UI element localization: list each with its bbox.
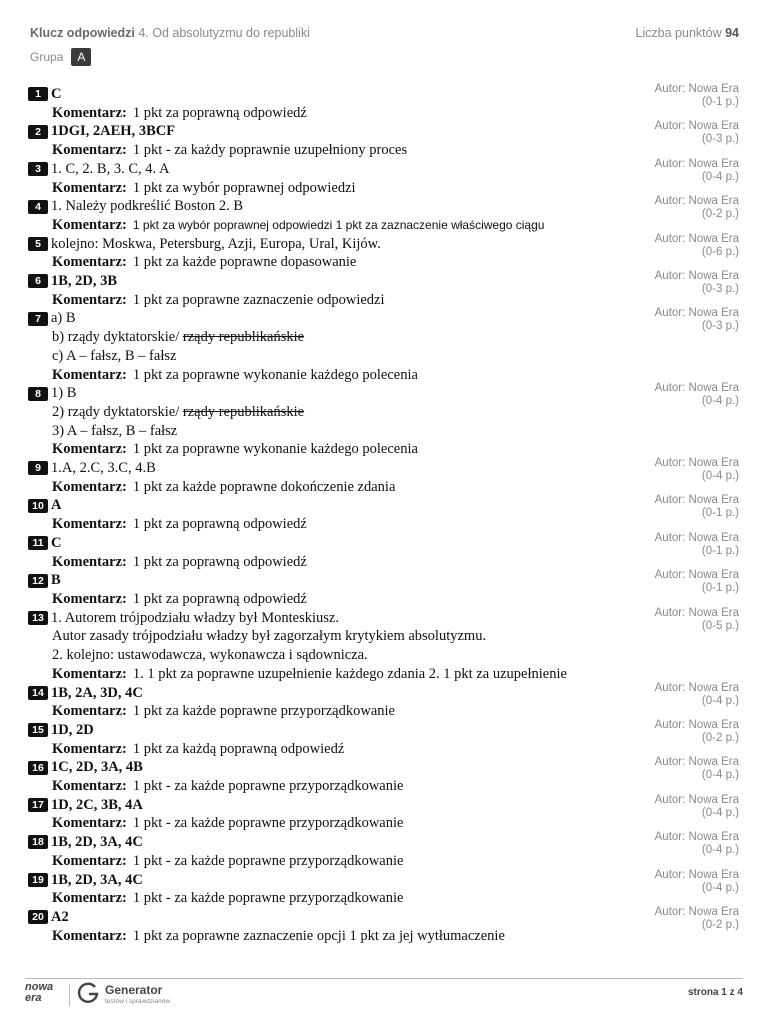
title-rest: 4. Od absolutyzmu do republiki [138,26,310,40]
question-number: 4 [28,200,48,214]
author-name: Autor: Nowa Era [654,606,739,619]
answer-text: 1. Autorem trójpodziału władzy był Monteskiusz. [51,609,339,626]
answer-line: Autor zasady trójpodziału władzy był zagorzałym krytykiem absolutyzmu. [52,628,487,645]
points-value: 94 [725,26,739,40]
comment-label: Komentarz: [52,516,127,533]
answer-item [28,833,740,870]
answer-text: B [51,572,61,589]
author-name: Autor: Nowa Era [654,756,739,769]
answer-text: 1C, 2D, 3A, 4B [51,759,143,776]
author-name: Autor: Nowa Era [654,905,739,918]
comment-label: Komentarz: [52,366,127,383]
question-number: 9 [28,461,48,475]
comment-text: 1 pkt za wybór poprawnej odpowiedzi 1 pkt za zaznaczenie właściwego ciągu [132,217,545,232]
footer-divider [25,978,743,979]
comment-label: Komentarz: [52,104,127,121]
comment-label: Komentarz: [52,852,127,869]
points-range: (0-2 p.) [701,731,739,744]
comment-text: 1 pkt - za każdy poprawnie uzupełniony proces [132,142,408,159]
comment-text: 1 pkt za poprawną odpowiedź [132,553,307,570]
answer-item [28,197,740,234]
answer-text: A2 [51,908,69,925]
comment-text: 1 pkt za poprawną odpowiedź [132,104,307,121]
points-range: (0-4 p.) [701,694,739,707]
answer-item [28,459,740,496]
comment-text: 1 pkt za poprawne zaznaczenie opcji 1 pkt za jej wytłumaczenie [132,927,505,944]
question-number: 7 [28,312,48,326]
struck-answer: rządy republikańskie [182,403,305,420]
logo-nowa: nowa [25,981,54,993]
author-name: Autor: Nowa Era [654,831,739,844]
comment-text: 1 pkt za każde poprawne dopasowanie [132,254,357,271]
question-number: 8 [28,387,48,401]
question-number: 6 [28,274,48,288]
author-info [655,756,739,782]
points-range: (0-4 p.) [701,806,739,819]
answer-item [28,232,740,272]
comment-text: 1 pkt za każde poprawne dokończenie zdania [132,478,396,495]
points-range: (0-1 p.) [701,544,739,557]
author-info [655,906,739,932]
author-info [655,195,739,221]
points-range: (0-6 p.) [701,245,739,258]
answer-item [28,758,740,795]
comment-label: Komentarz: [52,216,127,233]
answer-item [28,309,740,384]
question-number: 16 [28,761,48,775]
answer-text: A [51,497,62,514]
author-name: Autor: Nowa Era [654,157,739,170]
author-info [655,682,739,708]
answer-line: 2) rządy dyktatorskie/ [52,403,180,420]
question-number: 15 [28,723,48,737]
points-range: (0-2 p.) [701,918,739,931]
comment-label: Komentarz: [52,890,127,907]
answer-text: C [51,86,62,102]
comment-label: Komentarz: [52,703,127,720]
total-points [635,26,739,40]
comment-label: Komentarz: [52,179,127,196]
points-range: (0-4 p.) [701,881,739,894]
comment-text: 1 pkt - za każde poprawne przyporządkowanie [132,778,404,795]
author-info [655,719,739,745]
answer-item [28,606,740,684]
author-info [655,869,739,895]
comment-label: Komentarz: [52,291,127,308]
comment-text: 1 pkt za każde poprawne przyporządkowanie [132,703,395,720]
comment-text: 1 pkt - za każde poprawne przyporządkowanie [132,815,404,832]
points-range: (0-4 p.) [701,170,739,183]
author-name: Autor: Nowa Era [654,83,739,95]
answer-text: 1DGI, 2AEH, 3BCF [51,123,176,140]
points-range: (0-4 p.) [701,844,739,857]
comment-text: 1 pkt za poprawną odpowiedź [132,516,307,533]
answer-text: 1D, 2D [51,721,94,738]
answer-text: C [51,534,62,551]
points-range: (0-3 p.) [701,283,739,296]
answer-text: 1B, 2D, 3A, 4C [51,871,143,888]
logo-era: era [25,992,42,1004]
comment-text: 1 pkt za poprawne wykonanie każdego polecenia [132,366,418,383]
comment-label: Komentarz: [52,665,127,682]
comment-text: 1 pkt za poprawne wykonanie każdego polecenia [132,441,418,458]
comment-label: Komentarz: [52,441,127,458]
author-name: Autor: Nowa Era [654,457,739,470]
answer-text: 1B, 2A, 3D, 4C [51,684,143,701]
author-info [655,83,739,109]
author-name: Autor: Nowa Era [654,232,739,245]
author-name: Autor: Nowa Era [654,718,739,731]
footer [25,982,743,1014]
author-info [655,569,739,595]
nowa-era-logo [25,982,53,1004]
author-name: Autor: Nowa Era [654,793,739,806]
question-number: 20 [28,910,48,924]
question-number: 18 [28,835,48,849]
answer-item [28,571,740,608]
answer-item [28,272,740,309]
author-info [655,270,739,296]
question-number: 2 [28,125,48,139]
points-range: (0-1 p.) [701,96,739,108]
points-range: (0-5 p.) [701,619,739,632]
answer-text: 1B, 2D, 3B [51,273,118,290]
generator-subtitle: testów i sprawdzianów [105,998,171,1005]
question-number: 5 [28,237,48,251]
author-name: Autor: Nowa Era [654,120,739,133]
document-title [30,26,310,40]
answer-text: 1. C, 2. B, 3. C, 4. A [51,160,170,177]
page-indicator: strona 1 z 4 [687,987,743,998]
answer-item [28,384,740,459]
answer-line: c) A – fałsz, B – fałsz [52,347,177,364]
generator-label: Generator [105,983,163,997]
group-badge: A [71,48,91,66]
points-label: Liczba punktów [635,26,722,40]
answer-item [28,793,740,833]
comment-label: Komentarz: [52,815,127,832]
comment-text: 1 pkt - za każde poprawne przyporządkowanie [132,890,404,907]
answer-line: 3) A – fałsz, B – fałsz [52,422,178,439]
comment-label: Komentarz: [52,553,127,570]
author-info [655,382,739,408]
points-range: (0-4 p.) [701,470,739,483]
author-name: Autor: Nowa Era [654,868,739,881]
answer-item [28,905,740,945]
logo-separator [69,984,70,1006]
question-number: 14 [28,686,48,700]
author-info [655,120,739,146]
points-range: (0-2 p.) [701,208,739,221]
author-name: Autor: Nowa Era [654,569,739,582]
author-info [655,307,739,333]
question-number: 10 [28,499,48,513]
answer-item [28,85,740,122]
answer-item [28,718,740,758]
answer-text: kolejno: Moskwa, Petersburg, Azji, Europa, Ural, Kijów. [51,235,381,252]
group-indicator [30,48,91,66]
author-info [655,158,739,184]
question-number: 1 [28,87,48,101]
comment-label: Komentarz: [52,740,127,757]
comment-label: Komentarz: [52,590,127,607]
comment-label: Komentarz: [52,478,127,495]
struck-answer: rządy republikańskie [182,329,305,346]
comment-text: 1. 1 pkt za poprawne uzupełnienie każdego zdania 2. 1 pkt za uzupełnienie [132,665,567,682]
comment-text: 1 pkt za każdą poprawną odpowiedź [132,740,345,757]
answer-text: 1. Należy podkreślić Boston 2. B [51,198,244,215]
author-info [655,607,739,633]
answer-text: 1) B [51,385,77,402]
question-number: 3 [28,162,48,176]
comment-text: 1 pkt - za każde poprawne przyporządkowanie [132,852,404,869]
answer-line: 2. kolejno: ustawodawcza, wykonawcza i sądownicza. [52,647,368,664]
question-number: 19 [28,873,48,887]
answer-text: 1.A, 2.C, 3.C, 4.B [51,460,156,477]
points-range: (0-1 p.) [701,582,739,595]
question-number: 11 [28,536,48,550]
answer-text: 1D, 2C, 3B, 4A [51,796,143,813]
answer-item [28,868,740,908]
author-name: Autor: Nowa Era [654,494,739,507]
points-range: (0-3 p.) [701,133,739,146]
author-name: Autor: Nowa Era [654,681,739,694]
author-name: Autor: Nowa Era [654,382,739,395]
author-name: Autor: Nowa Era [654,270,739,283]
generator-g-icon [77,982,99,1004]
group-label: Grupa [30,50,64,64]
comment-label: Komentarz: [52,142,127,159]
author-info [655,831,739,857]
answer-item [28,496,740,533]
answer-item [28,531,740,571]
author-info [655,532,739,558]
comment-label: Komentarz: [52,778,127,795]
answer-item [28,681,740,721]
comment-text: 1 pkt za wybór poprawnej odpowiedzi [132,179,356,196]
answer-text: 1B, 2D, 3A, 4C [51,834,143,851]
question-number: 12 [28,574,48,588]
answer-text: a) B [51,310,76,327]
author-info [655,233,739,259]
points-range: (0-3 p.) [701,320,739,333]
header [30,26,739,74]
points-range: (0-1 p.) [701,507,739,520]
answer-list [28,85,740,945]
author-info [655,794,739,820]
author-info [655,494,739,520]
answer-item [28,122,740,159]
author-name: Autor: Nowa Era [654,307,739,320]
answer-line: b) rządy dyktatorskie/ [52,329,180,346]
author-info [655,457,739,483]
question-number: 13 [28,611,48,625]
answer-item [28,157,740,197]
comment-label: Komentarz: [52,927,127,944]
points-range: (0-4 p.) [701,395,739,408]
author-name: Autor: Nowa Era [654,195,739,208]
comment-label: Komentarz: [52,254,127,271]
author-name: Autor: Nowa Era [654,531,739,544]
points-range: (0-4 p.) [701,769,739,782]
question-number: 17 [28,798,48,812]
comment-text: 1 pkt za poprawne zaznaczenie odpowiedzi [132,291,385,308]
comment-text: 1 pkt za poprawną odpowiedź [132,590,307,607]
title-strong: Klucz odpowiedzi [30,26,135,40]
